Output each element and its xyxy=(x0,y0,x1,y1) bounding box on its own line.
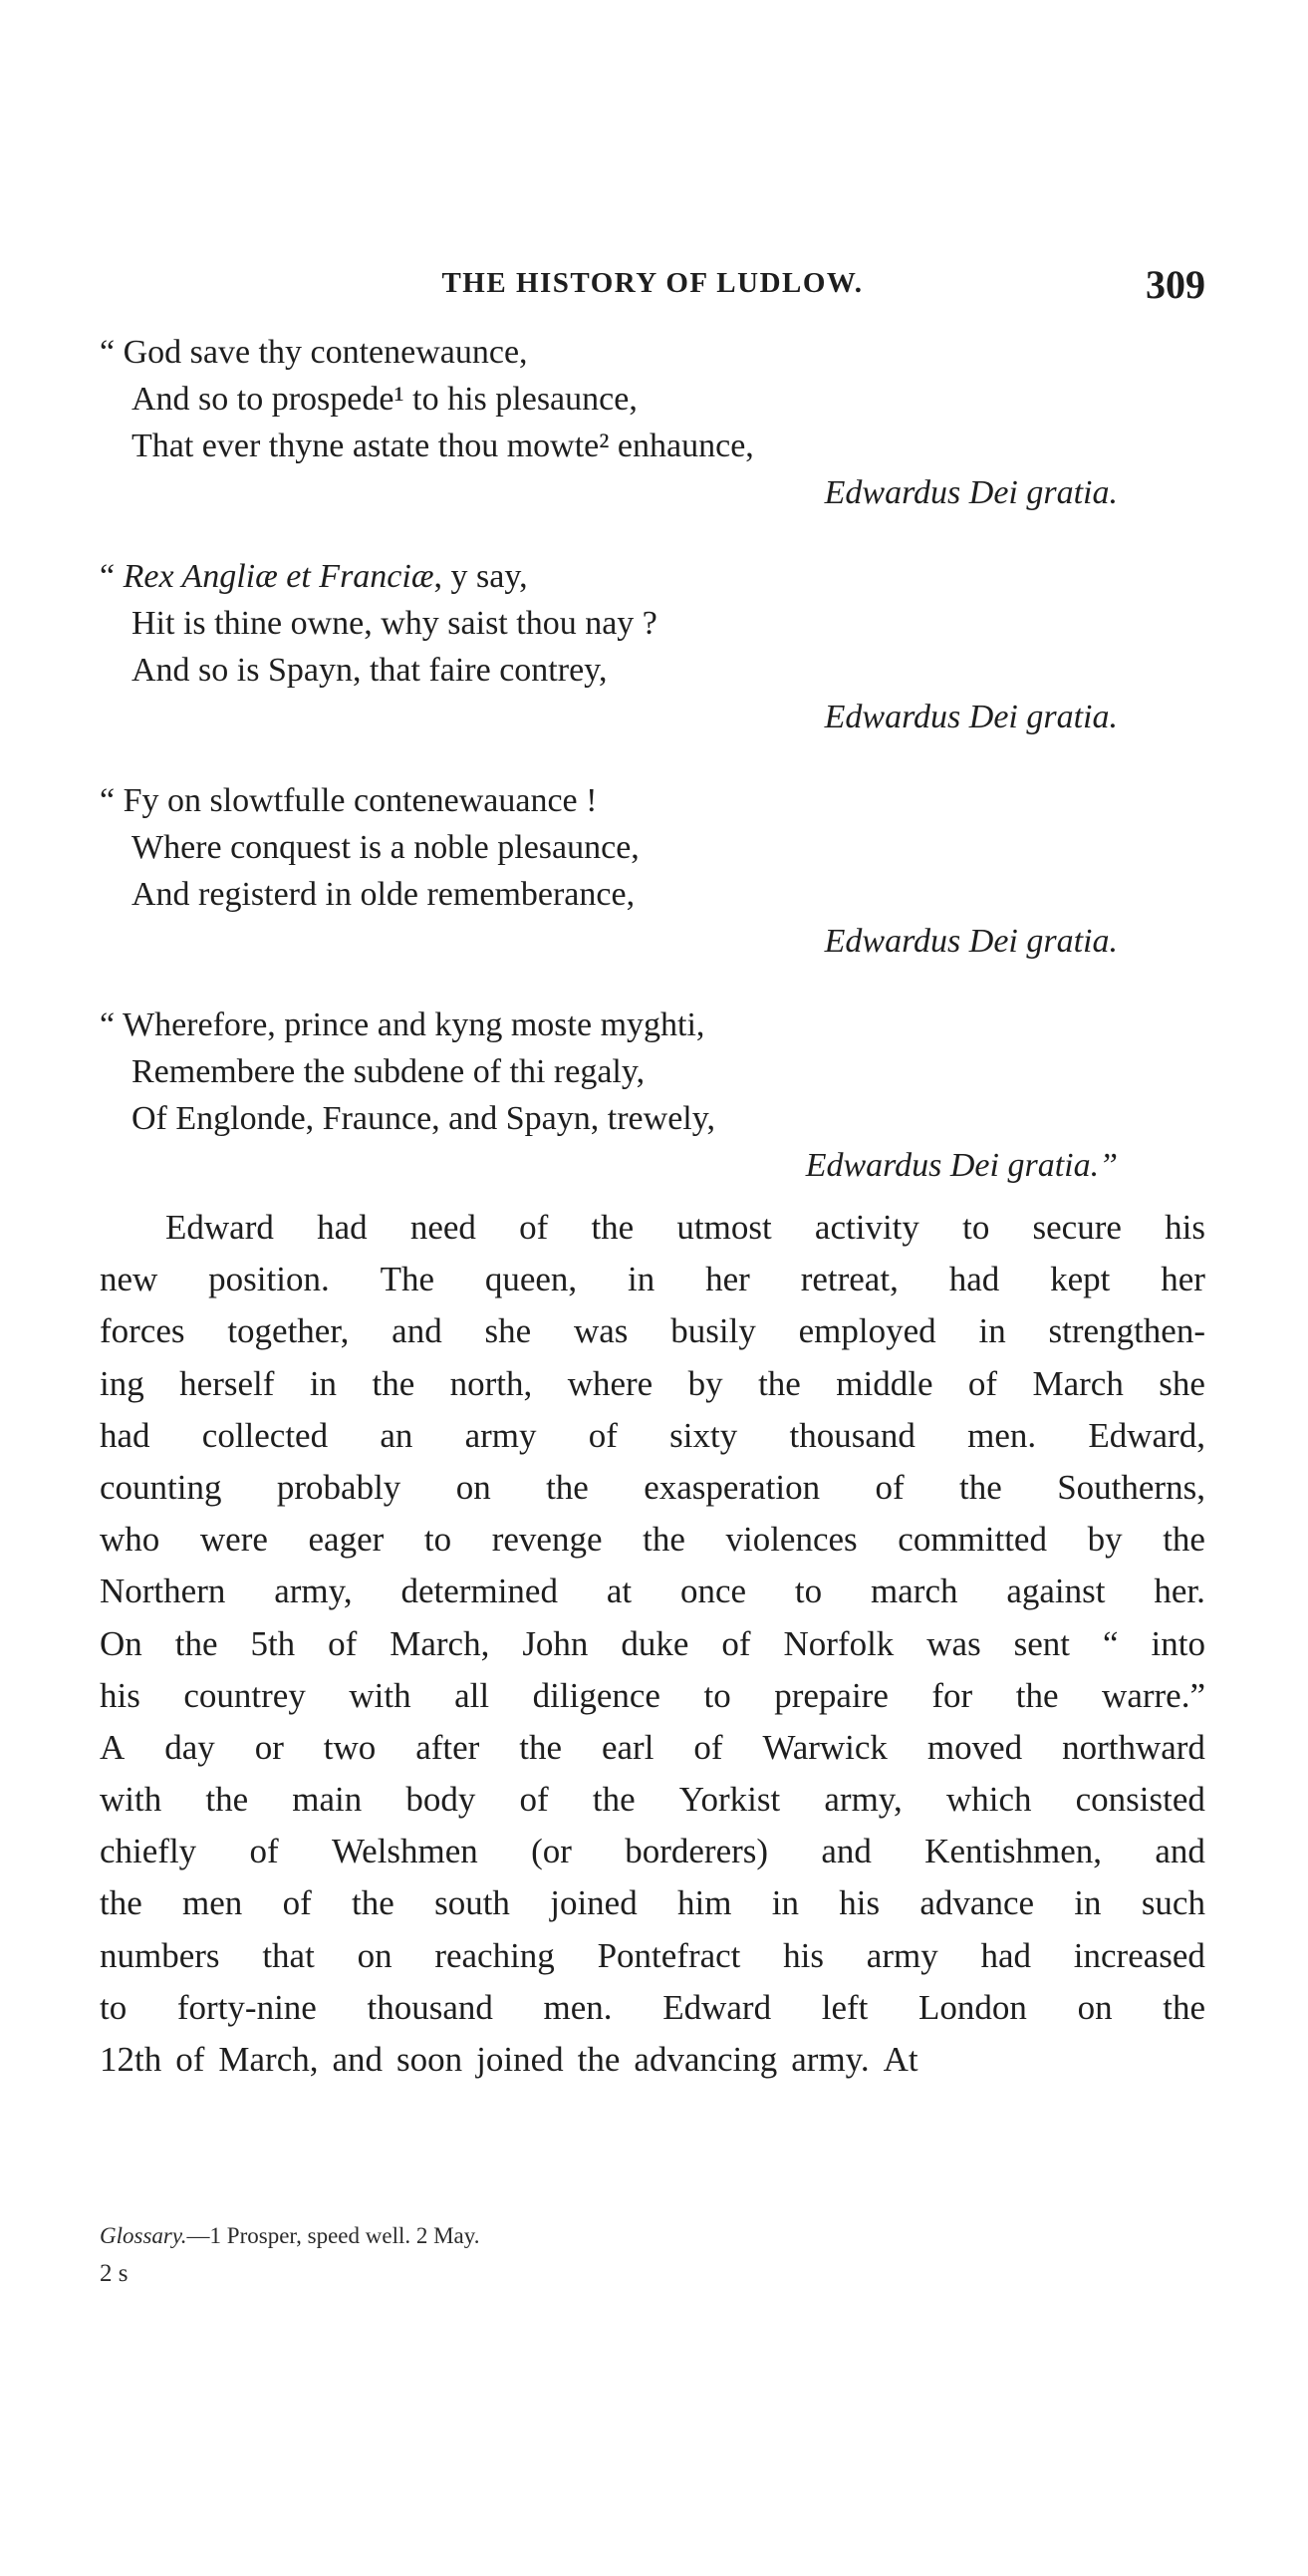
prose-line: forces together, and she was busily employed in strengthen- xyxy=(100,1311,1205,1351)
prose-line: numbers that on reaching Pontefract his army had increased xyxy=(100,1935,1205,1975)
prose-line: who were eager to revenge the violences committed by the xyxy=(100,1520,1205,1560)
verse-line: “ Rex Angliæ et Franciæ, y say, xyxy=(100,558,528,595)
prose-line: Northern army, determined at once to march against her. xyxy=(100,1572,1205,1611)
verse-line: Remembere the subdene of thi regaly, xyxy=(131,1053,646,1090)
verse-line: And so is Spayn, that faire contrey, xyxy=(131,652,608,689)
prose-line: chiefly of Welshmen (or borderers) and Kentishmen, and xyxy=(100,1832,1205,1871)
prose-line: to forty-nine thousand men. Edward left London on the xyxy=(100,1987,1205,2027)
footnote-text: —1 Prosper, speed well. 2 May. xyxy=(186,2223,480,2248)
prose-line: with the main body of the Yorkist army, which consisted xyxy=(100,1780,1205,1820)
stanza xyxy=(100,777,1205,965)
prose-line: counting probably on the exasperation of the Southerns, xyxy=(100,1467,1205,1507)
page-number: 309 xyxy=(1146,262,1205,307)
running-title: THE HISTORY OF LUDLOW. xyxy=(441,267,864,299)
verse-refrain: Edwardus Dei gratia. xyxy=(824,474,1118,511)
prose-line: On the 5th of March, John duke of Norfolk was sent “ into xyxy=(100,1623,1205,1663)
verse-line: “ God save thy contenewaunce, xyxy=(100,334,528,371)
prose-line: A day or two after the earl of Warwick moved northward xyxy=(100,1727,1205,1767)
prose-paragraph xyxy=(100,1202,1205,2086)
signature-mark: 2 s xyxy=(100,2260,129,2287)
running-header xyxy=(100,261,1205,311)
footnote xyxy=(100,2223,480,2249)
footnote-label: Glossary. xyxy=(100,2223,187,2248)
stanza xyxy=(100,329,1205,516)
verse-line: Where conquest is a noble plesaunce, xyxy=(131,829,640,866)
verse-line: “ Wherefore, prince and kyng moste myghti, xyxy=(100,1006,705,1043)
prose-line: had collected an army of sixty thousand men. Edward, xyxy=(100,1415,1205,1455)
poem xyxy=(100,329,1205,1226)
prose-line: new position. The queen, in her retreat, had kept her xyxy=(100,1260,1205,1299)
verse-line: Hit is thine owne, why saist thou nay ? xyxy=(131,605,657,642)
prose-line: Edward had need of the utmost activity to secure his xyxy=(165,1208,1205,1247)
stanza xyxy=(100,1002,1205,1189)
stanza xyxy=(100,553,1205,740)
prose-line: his countrey with all diligence to prepaire for the warre.” xyxy=(100,1675,1205,1715)
verse-line: “ Fy on slowtfulle contenewauance ! xyxy=(100,782,598,819)
verse-refrain: Edwardus Dei gratia. xyxy=(824,699,1118,735)
verse-line: That ever thyne astate thou mowte² enhaunce, xyxy=(131,428,754,464)
verse-line: And registerd in olde rememberance, xyxy=(131,876,636,913)
prose-line: 12th of March, and soon joined the advancing army. At xyxy=(100,2040,918,2079)
verse-line: Of Englonde, Fraunce, and Spayn, trewely, xyxy=(131,1100,716,1137)
prose-line: ing herself in the north, where by the middle of March she xyxy=(100,1363,1205,1403)
prose-line: the men of the south joined him in his advance in such xyxy=(100,1883,1205,1923)
verse-refrain: Edwardus Dei gratia.” xyxy=(805,1147,1118,1184)
verse-line: And so to prospede¹ to his plesaunce, xyxy=(131,381,638,418)
verse-refrain: Edwardus Dei gratia. xyxy=(824,923,1118,960)
